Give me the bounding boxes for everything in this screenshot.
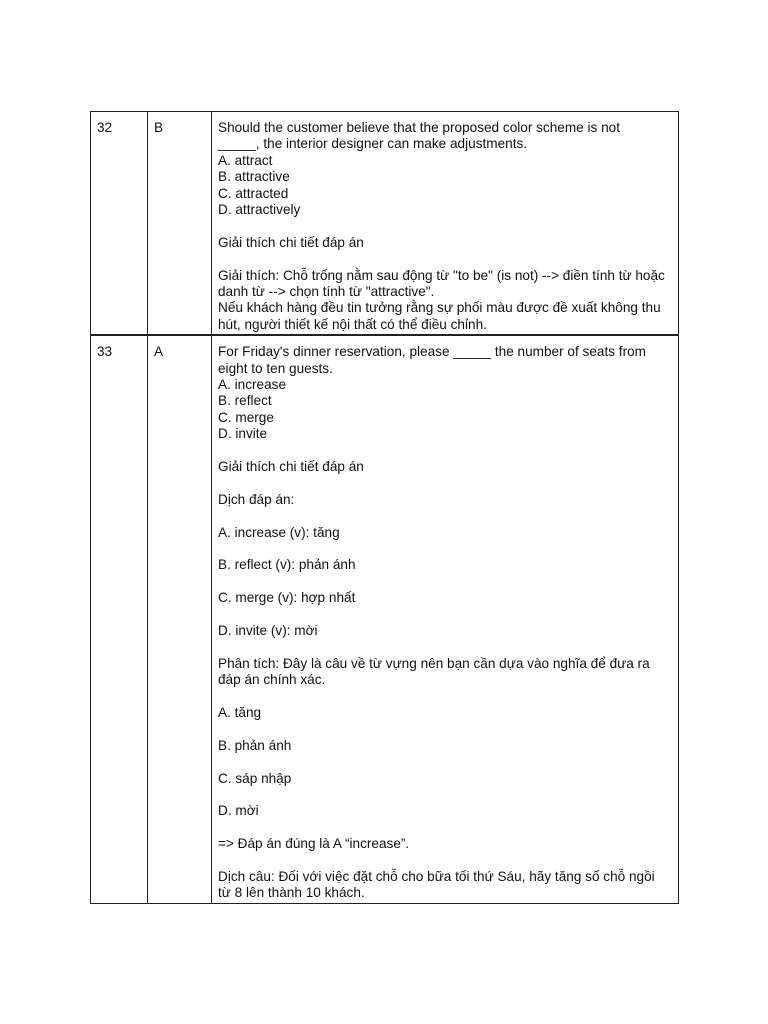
text-line: Nếu khách hàng đều tin tưởng rằng sự phối màu được đề xuất không thu xyxy=(218,300,661,316)
text-line: D. invite (v): mời xyxy=(218,623,318,639)
text-line: B. phản ánh xyxy=(218,737,292,753)
blank-line xyxy=(218,251,672,267)
text-line: Giải thích chi tiết đáp án xyxy=(218,459,364,475)
text-line: Should the customer believe that the proposed color scheme is not xyxy=(218,120,621,135)
blank-line xyxy=(218,787,672,803)
text-line: hút, người thiết kế nội thất có thể điều chỉnh. xyxy=(218,316,487,332)
question-number: 33 xyxy=(91,335,148,903)
text-line: D. attractively xyxy=(218,202,301,218)
text-line: Dịch câu: Đối với việc đặt chỗ cho bữa tối thứ Sáu, hãy tăng số chỗ ngồi xyxy=(218,869,655,885)
question-row xyxy=(91,112,679,336)
answer-letter: B xyxy=(148,112,212,336)
blank-line xyxy=(218,607,672,623)
answer-key-table xyxy=(90,111,679,904)
blank-line xyxy=(218,820,672,836)
text-line: eight to ten guests. xyxy=(218,360,333,376)
text-line: B. reflect (v): phản ánh xyxy=(218,557,356,573)
text-line: A. increase (v): tăng xyxy=(218,524,340,540)
text-line: danh từ --> chọn tính từ "attractive". xyxy=(218,284,435,300)
text-line: Giải thích: Chỗ trống nằm sau động từ "to be" (is not) --> điền tính từ hoặc xyxy=(218,267,665,283)
text-line: Phân tích: Đây là câu về từ vựng nên bạn cần dựa vào nghĩa để đưa ra xyxy=(218,655,650,671)
text-line: B. reflect xyxy=(218,393,272,409)
text-line: Giải thích chi tiết đáp án xyxy=(218,234,364,250)
blank-line xyxy=(218,475,672,491)
answer-key-body xyxy=(91,112,679,904)
text-line: C. merge xyxy=(218,409,274,425)
blank-line xyxy=(218,754,672,770)
text-line: A. attract xyxy=(218,152,273,168)
text-line: Dịch đáp án: xyxy=(218,491,295,507)
answer-letter: A xyxy=(148,335,212,903)
blank-line xyxy=(218,689,672,705)
text-line: A. tăng xyxy=(218,705,262,721)
text-line: A. increase xyxy=(218,377,287,393)
blank-line xyxy=(218,508,672,524)
text-line: B. attractive xyxy=(218,169,290,185)
question-number: 32 xyxy=(91,112,148,336)
text-line: C. attracted xyxy=(218,185,289,201)
blank-line xyxy=(218,853,672,869)
text-line: C. sáp nhập xyxy=(218,770,292,786)
blank-line xyxy=(218,218,672,234)
blank-line xyxy=(218,574,672,590)
text-line: D. mời xyxy=(218,803,259,819)
question-row xyxy=(91,335,679,903)
text-line: C. merge (v): hợp nhất xyxy=(218,590,356,606)
question-explanation xyxy=(212,335,679,903)
blank-line xyxy=(218,443,672,459)
text-line: đáp án chính xác. xyxy=(218,672,326,688)
question-explanation xyxy=(212,112,679,336)
blank-line xyxy=(218,721,672,737)
text-line: từ 8 lên thành 10 khách. xyxy=(218,885,365,901)
blank-line xyxy=(218,541,672,557)
blank-line xyxy=(218,639,672,655)
text-line: => Đáp án đúng là A “increase”. xyxy=(218,836,410,852)
text-line: For Friday's dinner reservation, please _____ the number of seats from xyxy=(218,344,646,360)
text-line: D. invite xyxy=(218,426,268,442)
text-line: _____, the interior designer can make adjustments. xyxy=(218,136,528,152)
